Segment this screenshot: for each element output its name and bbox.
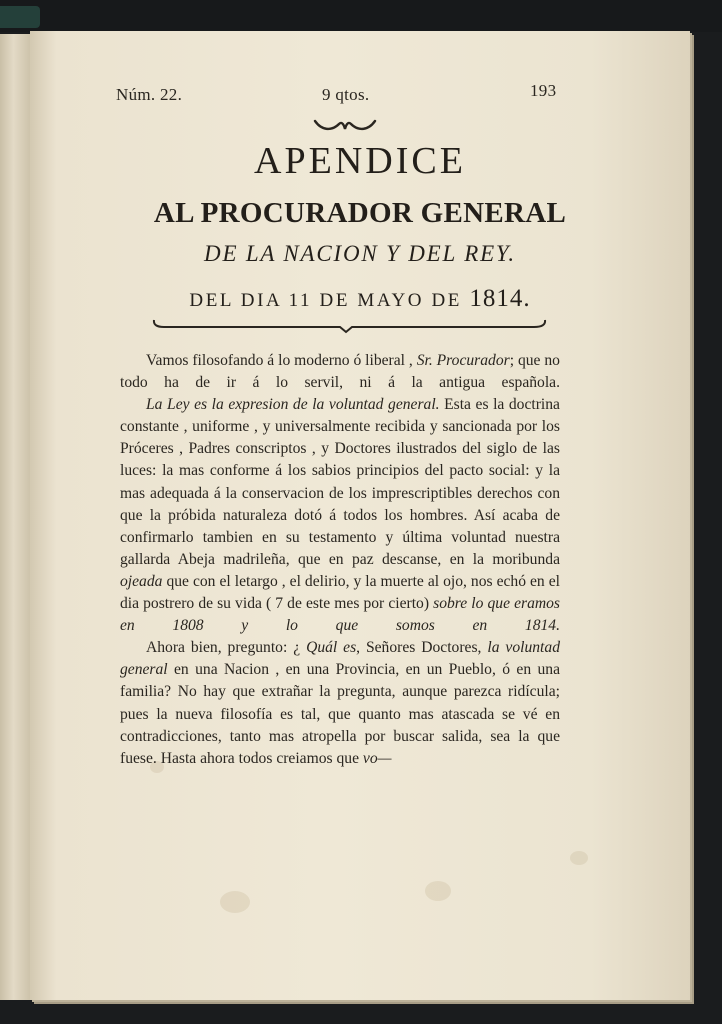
document-page — [30, 31, 690, 1000]
p3-text-e: en una Nacion , en una Provincia, en un Pueblo, ó en una familia? No hay que extrañar la pregunta, aunque parezca ridícula; pues la nueva filosofía es tal, que quanto mas atascada se vé en contradicciones, tanto mas atropella por buscar salida, sea la que fuese. Hasta ahora todos creiamos que — [120, 661, 560, 767]
p3-text-b: Quál es — [306, 639, 357, 657]
masthead-title: APENDICE — [254, 140, 466, 182]
p2-text-d: que con el letargo , el delirio, y la muerte al ojo, nos echó en el dia postrero de su vida ( 7 de este mes por cierto) — [120, 572, 560, 613]
paragraph-3 — [120, 637, 560, 770]
issue-number: Núm. 22. — [116, 85, 183, 104]
masthead-subtitle: AL PROCURADOR GENERAL — [153, 197, 567, 229]
date-prefix: DEL DIA 11 DE MAYO DE — [189, 290, 462, 311]
p3-text-d: la voluntad general — [120, 639, 560, 679]
page-number: 193 — [530, 81, 557, 100]
p1-text-c: ; que no todo ha de ir á lo servil, ni á la antigua española. — [120, 352, 560, 392]
p2-text-c: ojeada — [120, 572, 163, 590]
fold-mark: 9 qtos. — [322, 85, 370, 104]
p3-text-a: Ahora bien, pregunto: ¿ — [146, 639, 301, 657]
p2-text-e: sobre lo que eramos en 1808 y lo que somos en 1814. — [120, 595, 561, 635]
masthead-subtitle-2: DE LA NACION Y DEL REY. — [204, 241, 516, 266]
date-year: 1814. — [469, 285, 531, 312]
scanner-tab — [0, 6, 40, 28]
left-page-edge — [0, 34, 31, 1000]
decorative-rule-icon — [150, 318, 550, 334]
article-body — [120, 350, 560, 770]
scanner-top-strip — [0, 0, 722, 32]
p3-text-c: , Señores Doctores, — [356, 639, 482, 657]
paper-stain — [425, 881, 451, 901]
paragraph-2 — [120, 394, 560, 637]
masthead-date — [30, 285, 690, 313]
p1-text-b: Sr. Procurador — [416, 352, 510, 369]
p2-text-b: Esta es la doctrina constante , uniforme , y universalmente recibida y sancionada por los Próceres , Padres conscriptos , y Doctores ilustrados del siglo de las luces: la mas conforme á los sabios principios del pacto social: y la mas adequada á la conservacion de los imprescriptibles derechos con que la próbida naturaleza dotó á todos los hombres. Así acaba de confirmarlo tambien en su testamento y última voluntad nuestra gallarda Abeja madrileña, que en paz descanse, en la moribunda — [120, 396, 560, 568]
p3-text-f: vo— — [362, 749, 392, 767]
p2-text-a: La Ley es la expresion de la voluntad general. — [146, 396, 440, 414]
paper-stain — [220, 891, 250, 913]
paragraph-1 — [120, 350, 560, 394]
ornament-icon — [312, 115, 378, 135]
paper-stain — [570, 851, 588, 865]
p1-text-a: Vamos filosofando á lo moderno ó liberal , — [146, 352, 413, 369]
